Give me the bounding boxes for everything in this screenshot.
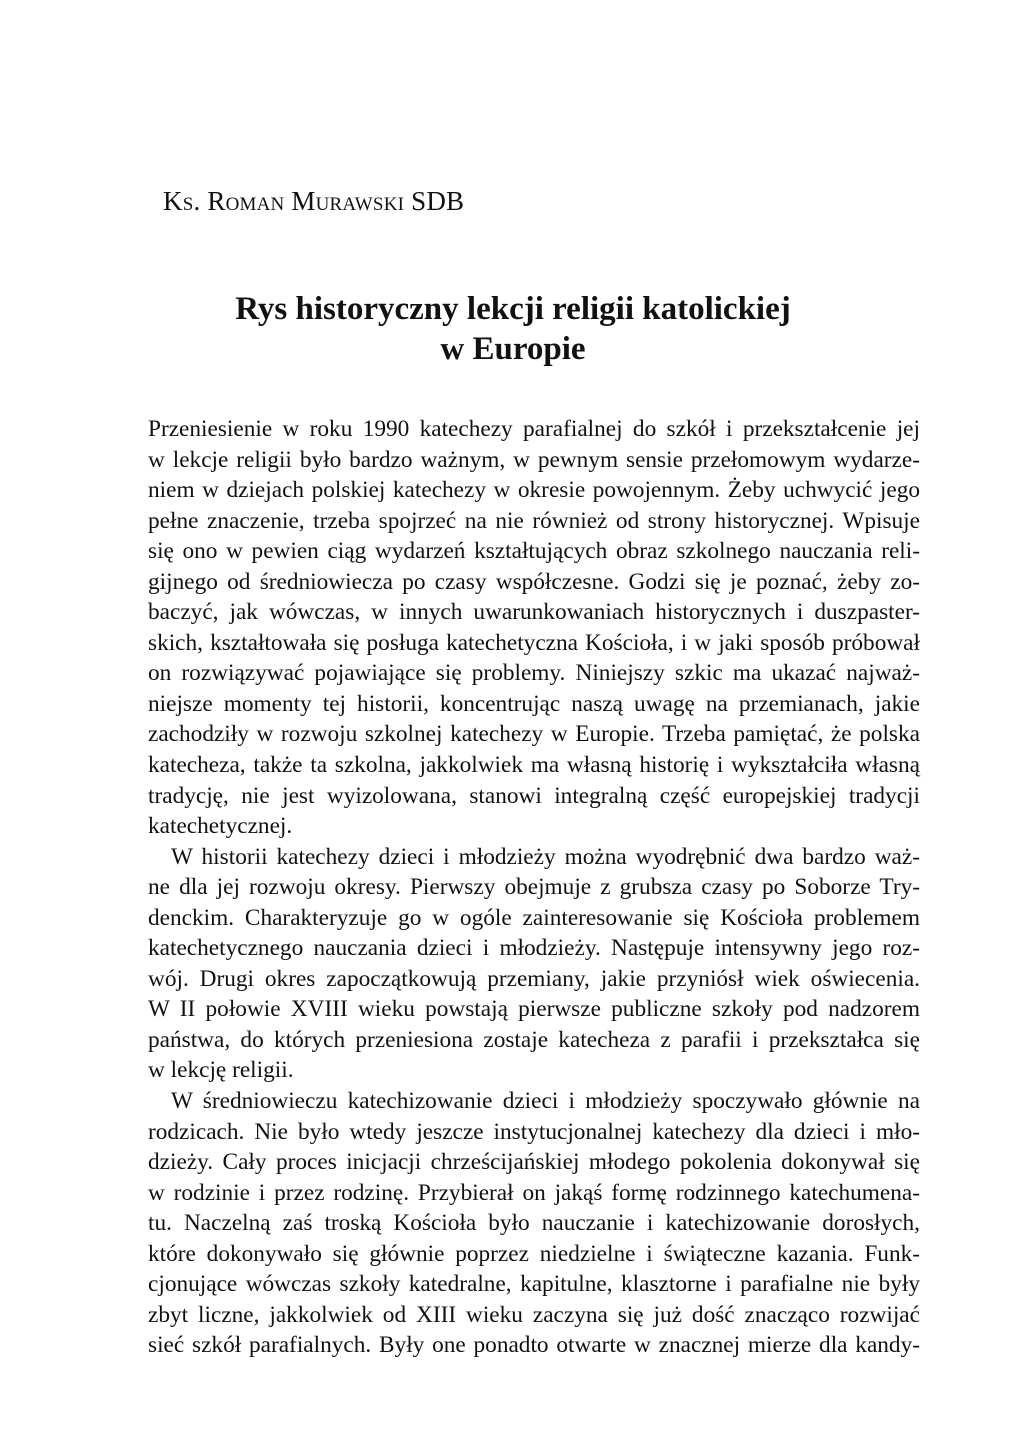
author-prefix: Ks. xyxy=(163,186,201,216)
article-title-line-1: Rys historyczny lekcji religii katolickiej xyxy=(235,291,791,327)
text-line: skich, kształtowała się posługa katechetyczna Kościoła, i w jaki sposób próbował xyxy=(148,629,920,656)
text-line: denckim. Charakteryzuje go w ogóle zainteresowanie się Kościoła problemem xyxy=(148,904,920,931)
text-line: się ono w pewien ciąg wydarzeń kształtujących obraz szkolnego nauczania reli- xyxy=(148,538,920,565)
text-line: on rozwiązywać pojawiające się problemy. Niniejszy szkic ma ukazać najważ- xyxy=(148,660,920,687)
text-line: katechetycznej. xyxy=(148,813,293,840)
text-line: rodzicach. Nie było wtedy jeszcze instytucjonalnej katechezy dla dzieci i mło- xyxy=(148,1118,920,1145)
text-line: zachodziły w rozwoju szkolnej katechezy w Europie. Trzeba pamiętać, że polska xyxy=(148,721,920,748)
text-line: Przeniesienie w roku 1990 katechezy parafialnej do szkół i przekształcenie jej xyxy=(148,416,920,442)
text-line: dzieży. Cały proces inicjacji chrześcijańskiej młodego pokolenia dokonywał się xyxy=(148,1149,920,1176)
text-line: wój. Drugi okres zapoczątkowują przemiany, jakie przyniósł wiek oświecenia. xyxy=(148,965,920,992)
article-title-line-2: w Europie xyxy=(440,331,586,367)
text-line: gijnego od średniowiecza po czasy współczesne. Godzi się je poznać, żeby zo- xyxy=(148,568,920,595)
text-line: w lekcje religii było bardzo ważnym, w pewnym sensie przełomowym wydarze- xyxy=(148,446,920,473)
text-line: baczyć, jak wówczas, w innych uwarunkowaniach historycznych i duszpaster- xyxy=(148,599,920,626)
text-line: cjonujące wówczas szkoły katedralne, kapitulne, klasztorne i parafialne nie były xyxy=(148,1271,920,1298)
text-line: pełne znaczenie, trzeba spojrzeć na nie również od strony historycznej. Wpisuje xyxy=(148,507,920,534)
article-body xyxy=(148,414,920,1361)
text-line: W średniowieczu katechizowanie dzieci i młodzieży spoczywało głównie na xyxy=(171,1088,920,1115)
text-line: tradycję, nie jest wyizolowana, stanowi integralną część europejskiej tradycji xyxy=(148,782,920,809)
text-line: państwa, do których przeniesiona zostaje katecheza z parafii i przekształca się xyxy=(148,1026,920,1053)
text-line: W II połowie XVIII wieku powstają pierwsze publiczne szkoły pod nadzorem xyxy=(148,996,920,1023)
text-line: które dokonywało się głównie poprzez niedzielne i świąteczne kazania. Funk- xyxy=(148,1240,920,1267)
text-line: katecheza, także ta szkolna, jakkolwiek ma własną historię i wykształciła własną xyxy=(148,752,920,779)
author-name: Roman Murawski xyxy=(207,186,405,216)
text-line: w rodzinie i przez rodzinę. Przybierał on jakąś formę rodzinnego katechumena- xyxy=(148,1179,920,1206)
text-line: niejsze momenty tej historii, koncentrując naszą uwagę na przemianach, jakie xyxy=(148,690,920,717)
text-line: w lekcję religii. xyxy=(148,1057,294,1084)
text-line: zbyt liczne, jakkolwiek od XIII wieku zaczyna się już dość znacząco rozwijać xyxy=(148,1301,920,1328)
text-line: katechetycznego nauczania dzieci i młodzieży. Następuje intensywny jego roz- xyxy=(148,935,920,962)
author-suffix: SDB xyxy=(411,186,465,216)
text-line: tu. Naczelną zaś troską Kościoła było nauczanie i katechizowanie dorosłych, xyxy=(148,1210,920,1237)
text-line: W historii katechezy dzieci i młodzieży można wyodrębnić dwa bardzo waż- xyxy=(171,843,920,870)
author-line xyxy=(163,186,464,217)
text-line: niem w dziejach polskiej katechezy w okresie powojennym. Żeby uchwycić jego xyxy=(148,477,920,504)
text-line: sieć szkół parafialnych. Były one ponadto otwarte w znacznej mierze dla kandy- xyxy=(148,1332,920,1359)
text-line: ne dla jej rozwoju okresy. Pierwszy obejmuje z grubsza czasy po Soborze Try- xyxy=(148,874,920,901)
